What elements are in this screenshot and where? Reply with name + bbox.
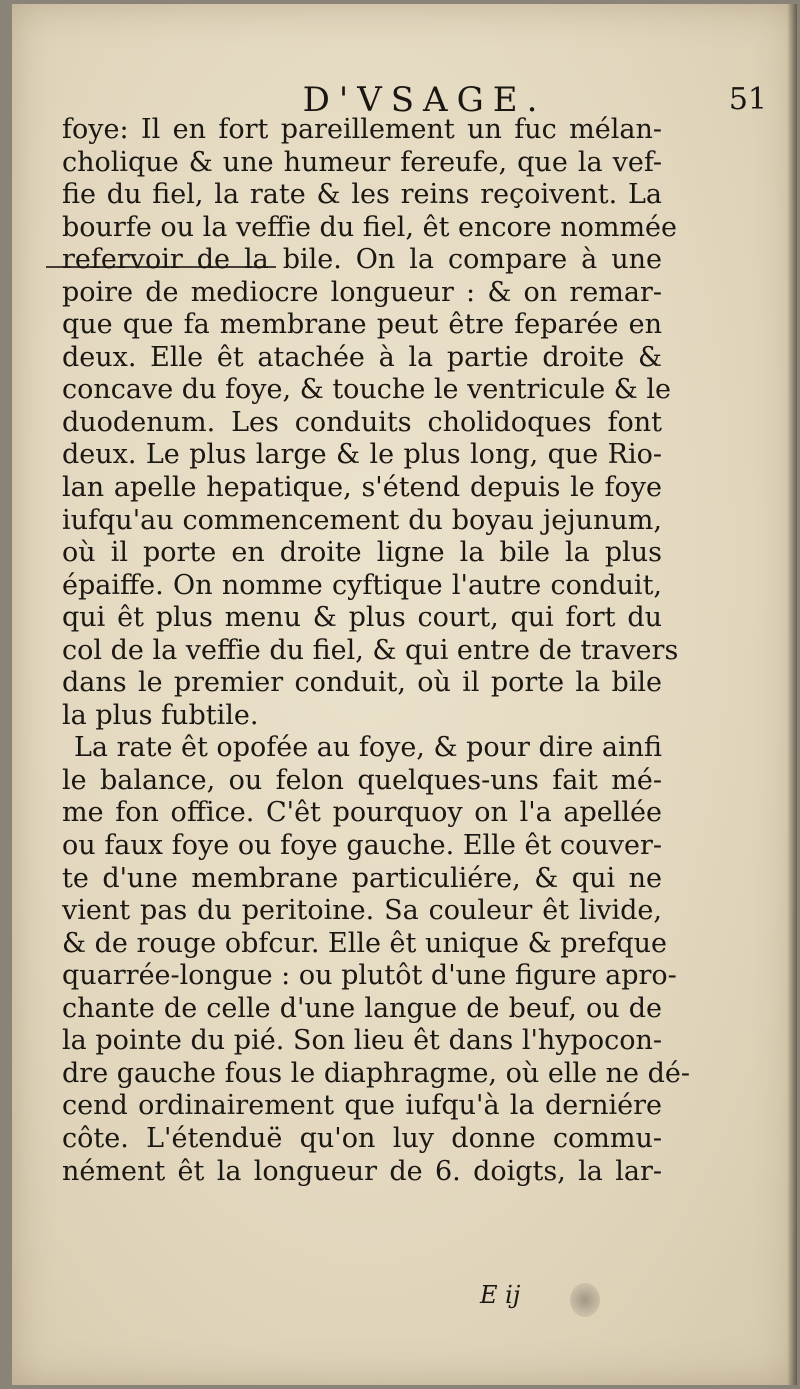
text-line: où il porte en droite ligne la bile la plus	[62, 537, 662, 569]
text-line: cend ordinairement que iufqu'à la derniére	[62, 1090, 662, 1122]
paragraph-start-line: La rate êt opofée au foye, & pour dire ainfi	[74, 732, 663, 764]
text-line: la plus fubtile.	[62, 699, 259, 731]
text-line: bourfe ou la veffie du fiel, êt encore nommée	[62, 211, 678, 243]
text-line: dans le premier conduit, où il porte la bile	[62, 667, 662, 699]
book-page	[12, 4, 797, 1385]
text-line: duodenum. Les conduits cholidoques font	[62, 406, 662, 438]
text-line: cholique & une humeur fereufe, que la vef-	[62, 146, 662, 178]
page-number: 51	[728, 82, 767, 117]
text-line: le balance, ou felon quelques-uns fait mé-	[62, 764, 662, 796]
text-line: quarrée-longue : ou plutôt d'une figure apro-	[62, 960, 677, 992]
text-line: lan apelle hepatique, s'étend depuis le foye	[62, 472, 662, 504]
text-line: vient pas du peritoine. Sa couleur êt livide,	[62, 895, 662, 927]
ink-smudge	[570, 1283, 600, 1317]
text-line: ou faux foye ou foye gauche. Elle êt couver-	[62, 830, 662, 862]
text-line: nément êt la longueur de 6. doigts, la lar-	[62, 1155, 662, 1187]
text-line: te d'une membrane particuliére, & qui ne	[62, 862, 662, 894]
text-line: me fon office. C'êt pourquoy on l'a apellée	[62, 797, 662, 829]
body-text	[62, 114, 690, 1188]
running-head: D'VSAGE.	[302, 80, 547, 120]
text-line: col de la veffie du fiel, & qui entre de travers	[62, 634, 679, 666]
text-line: qui êt plus menu & plus court, qui fort du	[62, 602, 662, 634]
text-line: dre gauche fous le diaphragme, où elle ne dé-	[62, 1057, 690, 1089]
text-line: poire de mediocre longueur : & on remar-	[62, 276, 662, 308]
text-line: deux. Le plus large & le plus long, que Rio-	[62, 439, 662, 471]
text-line: & de rouge obfcur. Elle êt unique & prefque	[62, 927, 668, 959]
text-line: la pointe du pié. Son lieu êt dans l'hypocon-	[62, 1025, 662, 1057]
text-line: foye: Il en fort pareillement un fuc mélan-	[62, 114, 662, 145]
text-line: fie du fiel, la rate & les reins reçoivent. La	[62, 179, 662, 211]
text-line: iufqu'au commencement du boyau jejunum,	[62, 504, 662, 536]
text-line: deux. Elle êt atachée à la partie droite &	[62, 341, 662, 373]
signature-mark: E ij	[480, 1281, 521, 1309]
text-line: côte. L'étenduë qu'on luy donne commu-	[62, 1122, 662, 1154]
text-line: chante de celle d'une langue de beuf, ou de	[62, 992, 662, 1024]
text-line: que que fa membrane peut être feparée en	[62, 309, 662, 341]
text-line: concave du foye, & touche le ventricule & le	[62, 374, 672, 406]
text-line: refervoir de la bile. On la compare à une	[62, 244, 662, 276]
text-line: épaiffe. On nomme cyftique l'autre conduit,	[62, 569, 662, 601]
